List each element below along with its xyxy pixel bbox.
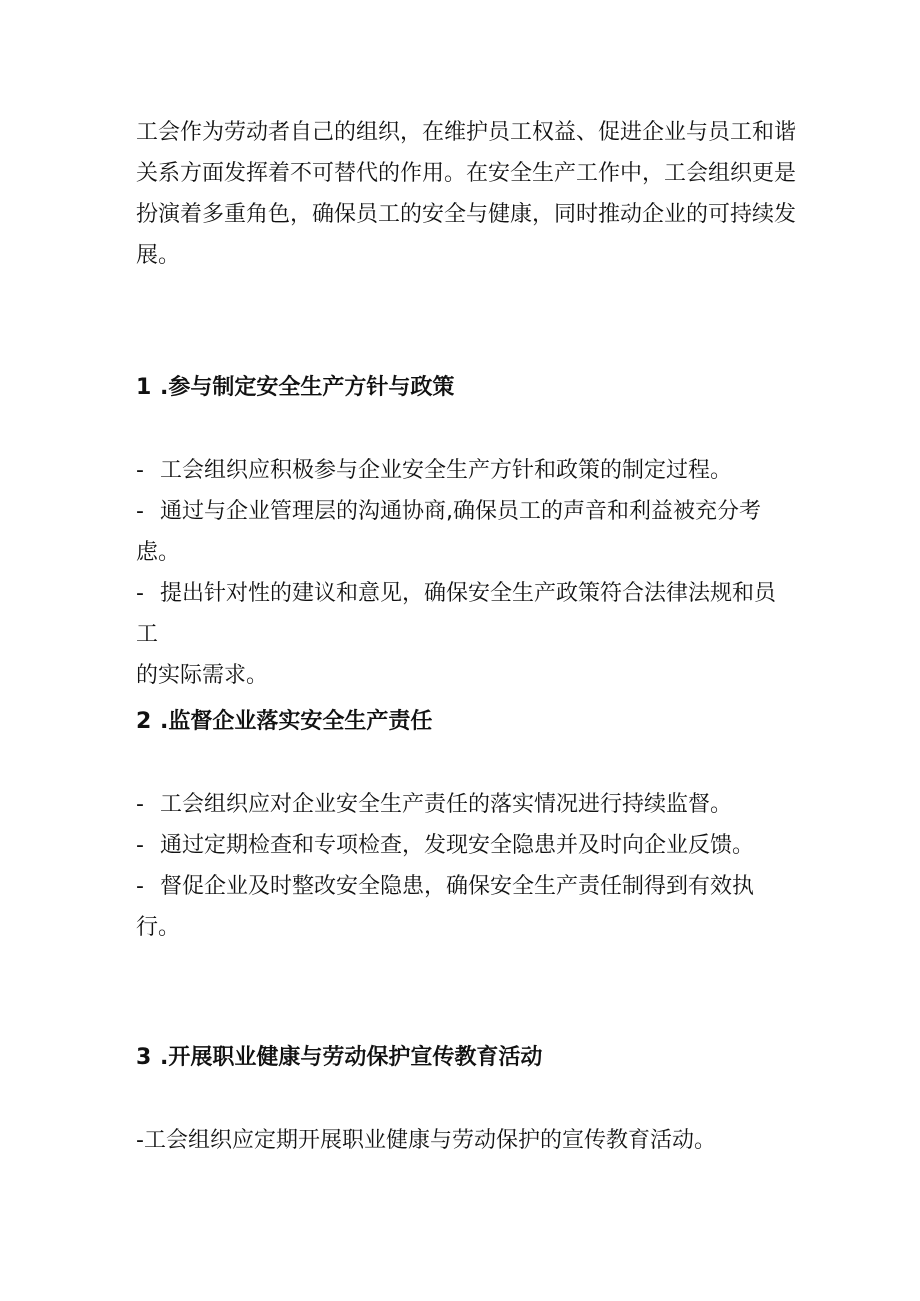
- bullet-dash: -: [136, 792, 144, 817]
- bullet-dash: -: [136, 874, 144, 899]
- intro-paragraph: [136, 112, 796, 276]
- bullet-text: 工会组织应积极参与企业安全生产方针和政策的制定过程。: [160, 458, 733, 483]
- bullet-text-continuation: 的实际需求。: [136, 663, 269, 688]
- intro-line: 工会作为劳动者自己的组织，在维护员工权益、促进企业与员工和谐: [136, 120, 797, 145]
- bullet-text: 提出针对性的建议和意见，确保安全生产政策符合法律法规和员工: [136, 581, 777, 647]
- list-item: [136, 784, 796, 825]
- bullet-dash: -: [136, 581, 144, 606]
- section-heading: [136, 1042, 542, 1074]
- list-item: [136, 825, 796, 866]
- bullet-text: 督促企业及时整改安全隐患，确保安全生产责任制得到有效执: [160, 874, 755, 899]
- section-title: .监督企业落实安全生产责任: [160, 709, 433, 734]
- intro-line: 展。: [136, 243, 181, 268]
- bullet-dash: -: [136, 499, 144, 524]
- bullet-text-continuation: 行。: [136, 915, 181, 940]
- bullet-list: [136, 784, 796, 948]
- bullet-text: 通过与企业管理层的沟通协商,确保员工的声音和利益被充分考虑。: [136, 499, 761, 565]
- section-title: .开展职业健康与劳动保护宣传教育活动: [160, 1045, 543, 1070]
- bullet-dash: -: [136, 458, 144, 483]
- intro-line: 扮演着多重角色，确保员工的安全与健康，同时推动企业的可持续发: [136, 202, 797, 227]
- section-number: 3: [136, 1045, 152, 1070]
- intro-line: 关系方面发挥着不可替代的作用。在安全生产工作中，工会组织更是: [136, 161, 797, 186]
- list-item: [136, 491, 796, 573]
- section-number: 1: [136, 375, 152, 400]
- bullet-text: 工会组织应定期开展职业健康与劳动保护的宣传教育活动。: [143, 1128, 716, 1153]
- bullet-list: [136, 450, 796, 696]
- section-heading: [136, 372, 454, 404]
- bullet-list: [136, 1120, 796, 1161]
- section-number: 2: [136, 709, 152, 734]
- bullet-text: 工会组织应对企业安全生产责任的落实情况进行持续监督。: [160, 792, 733, 817]
- bullet-dash: -: [136, 833, 144, 858]
- bullet-text: 通过定期检查和专项检查，发现安全隐患并及时向企业反馈。: [160, 833, 755, 858]
- list-item: [136, 573, 796, 696]
- section-heading: [136, 706, 432, 738]
- list-item: [136, 450, 796, 491]
- bullet-dash: -: [136, 1128, 144, 1153]
- section-title: .参与制定安全生产方针与政策: [160, 375, 455, 400]
- list-item: [136, 1120, 796, 1161]
- list-item: [136, 866, 796, 948]
